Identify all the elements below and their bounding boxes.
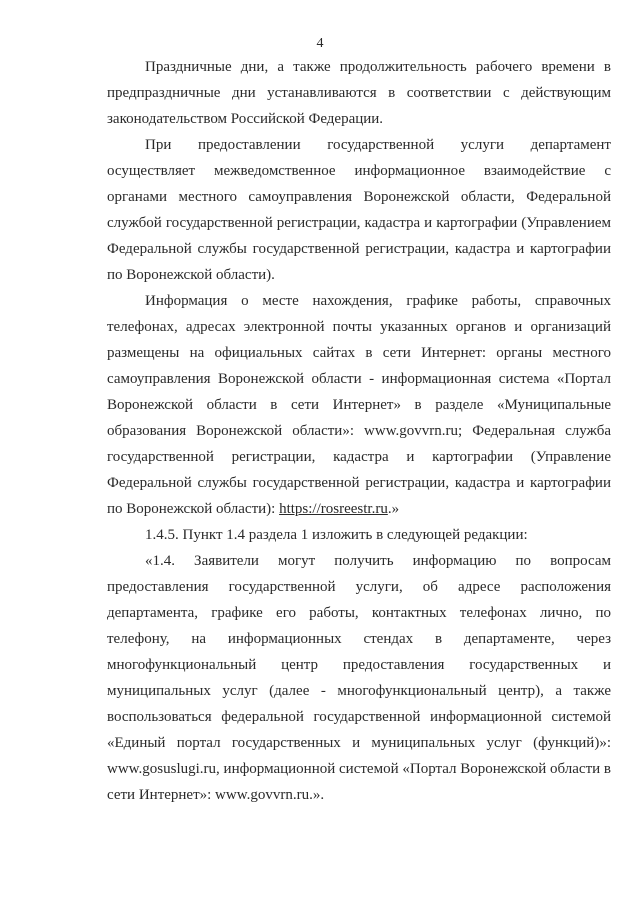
paragraph-information [107,288,611,522]
paragraph-information-end: .» [387,501,400,517]
paragraph-applicants: «1.4. Заявители могут получить информацию по вопросам предоставления государственной услуги, об адресе расположения департамента, графике его работы, контактных телефонах лично, по телефону, на информационных стендах в департаменте, через многофункциональный центр предоставления государственных и муниципальных услуг (далее - многофункциональный центр), а также воспользоваться федеральной государственной информационной системой «Единый портал государственных и муниципальных услуг (функций)»: www.gosuslugi.ru, информационной системой «Портал Воронежской области в сети Интернет»: www.govvrn.ru.». [107,553,611,803]
page-number: 4 [316,36,324,51]
paragraph-information-text: Информация о месте нахождения, графике работы, справочных телефонах, адресах электронной почты указанных органов и организаций размещены на официальных сайтах в сети Интернет: органы местного самоуправления Воронежской области - информационная система «Портал Воронежской области в сети Интернет» в разделе «Муниципальные образования Воронежской области»: www.govvrn.ru; Федеральная служба государственной регистрации, кадастра и картографии (Управление Федеральной службы государственной регистрации, кадастра и картографии по Воронежской области): [107,293,611,517]
paragraph-interaction: При предоставлении государственной услуги департамент осуществляет межведомственное информационное взаимодействие с органами местного самоуправления Воронежской области, Федеральной службой государственной регистрации, кадастра и картографии (Управлением Федеральной службы государственной регистрации, кадастра и картографии по Воронежской области). [107,137,611,283]
paragraph-holidays: Праздничные дни, а также продолжительность рабочего времени в предпраздничные дни устанавливаются в соответствии с действующим законодательством Российской Федерации. [107,59,611,127]
rosreestr-link[interactable]: https://rosreestr.ru [279,501,388,517]
paragraph-amendment: 1.4.5. Пункт 1.4 раздела 1 изложить в следующей редакции: [145,527,528,543]
